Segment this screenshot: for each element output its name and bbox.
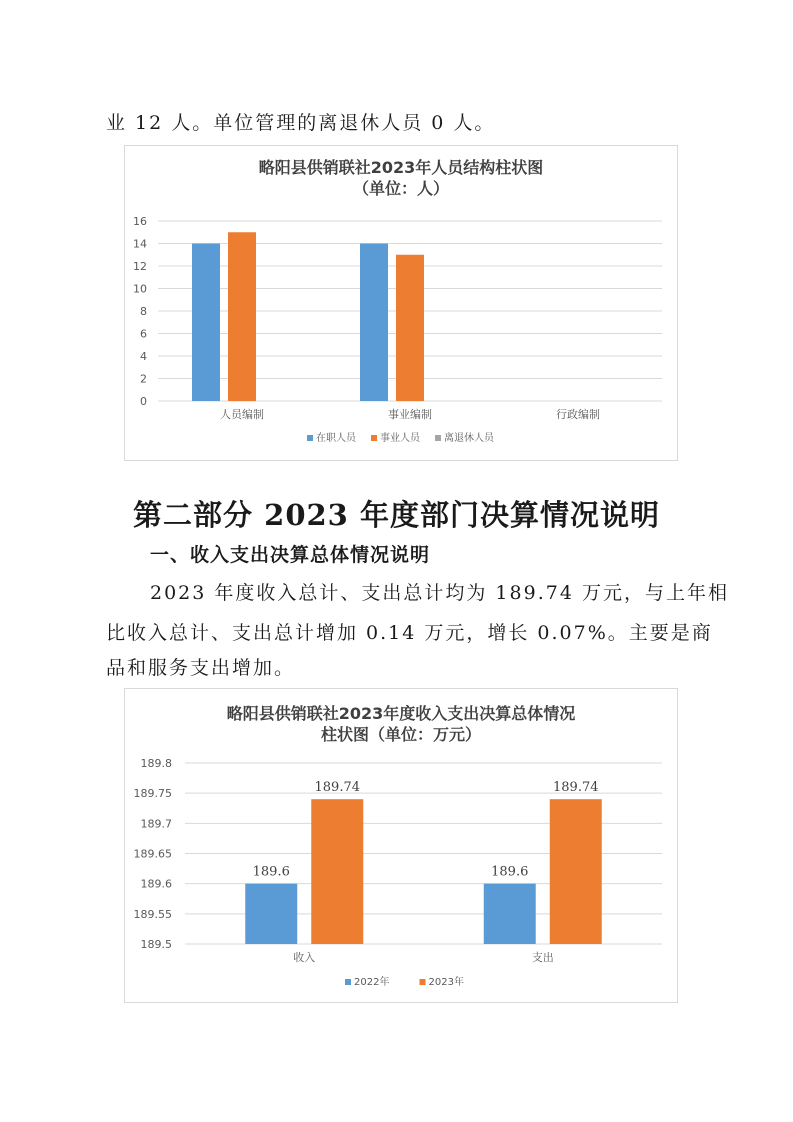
income-expense-chart: [124, 688, 678, 1003]
y-tick-label: 189.8: [140, 757, 172, 770]
staff-structure-chart-svg: [125, 146, 677, 460]
legend-label: 2023年: [428, 977, 464, 988]
staff-structure-chart: [124, 145, 678, 461]
bar-2023年: [311, 799, 363, 944]
legend-label: 2022年: [354, 977, 390, 988]
bar-2022年: [484, 884, 536, 944]
x-tick-label: 事业编制: [388, 408, 432, 421]
bar-2022年: [245, 884, 297, 944]
chart-title-line: 略阳县供销联社2023年人员结构柱状图: [258, 158, 544, 177]
chart-title-line: 柱状图（单位：万元）: [320, 725, 482, 744]
x-tick-label: 行政编制: [556, 408, 600, 421]
y-tick-label: 2: [140, 372, 147, 386]
bar-在职人员: [360, 244, 388, 402]
x-tick-label: 支出: [531, 951, 554, 964]
chart-title-line: 略阳县供销联社2023年度收入支出决算总体情况: [226, 704, 576, 723]
x-tick-label: 收入: [293, 951, 316, 964]
legend-swatch: [435, 435, 441, 441]
y-tick-label: 189.75: [133, 787, 172, 801]
section-one-heading: 一、收入支出决算总体情况说明: [150, 544, 431, 566]
legend-label: 离退休人员: [444, 433, 494, 444]
y-tick-label: 8: [140, 305, 147, 318]
chart-title-line: （单位：人）: [352, 179, 450, 198]
paragraph-line-top: 业 12 人。单位管理的离退休人员 0 人。: [106, 112, 496, 134]
legend-label: 事业人员: [380, 433, 420, 444]
data-label: 189.74: [314, 780, 360, 796]
legend-swatch: [307, 435, 313, 441]
income-expense-chart-svg: [125, 689, 677, 1002]
y-tick-label: 189.6: [140, 877, 172, 891]
y-tick-label: 189.55: [133, 907, 172, 921]
y-tick-label: 189.65: [133, 847, 172, 861]
y-tick-label: 14: [133, 237, 147, 251]
data-label: 189.6: [491, 864, 529, 880]
y-tick-label: 189.5: [140, 938, 172, 951]
legend-swatch: [371, 435, 377, 441]
part-two-heading: 第二部分 2023 年度部门决算情况说明: [133, 498, 660, 532]
paragraph-line-3: 品和服务支出增加。: [106, 657, 296, 679]
bar-事业人员: [396, 255, 424, 401]
x-tick-label: 人员编制: [220, 408, 264, 421]
y-tick-label: 6: [140, 327, 147, 341]
paragraph-line-1: 2023 年度收入总计、支出总计均为 189.74 万元，与上年相: [150, 582, 729, 604]
paragraph-line-2: 比收入总计、支出总计增加 0.14 万元，增长 0.07%。主要是商: [106, 622, 713, 644]
bar-在职人员: [192, 244, 220, 402]
data-label: 189.74: [553, 780, 599, 796]
y-tick-label: 10: [133, 282, 147, 296]
bar-2023年: [550, 799, 602, 944]
y-tick-label: 12: [133, 260, 147, 273]
legend-label: 在职人员: [316, 433, 356, 444]
y-tick-label: 189.7: [140, 817, 172, 831]
legend-swatch: [420, 979, 426, 985]
y-tick-label: 0: [140, 395, 147, 408]
y-tick-label: 4: [140, 350, 147, 363]
legend-swatch: [345, 979, 351, 985]
y-tick-label: 16: [133, 215, 147, 228]
bar-事业人员: [228, 232, 256, 401]
data-label: 189.6: [252, 864, 290, 880]
